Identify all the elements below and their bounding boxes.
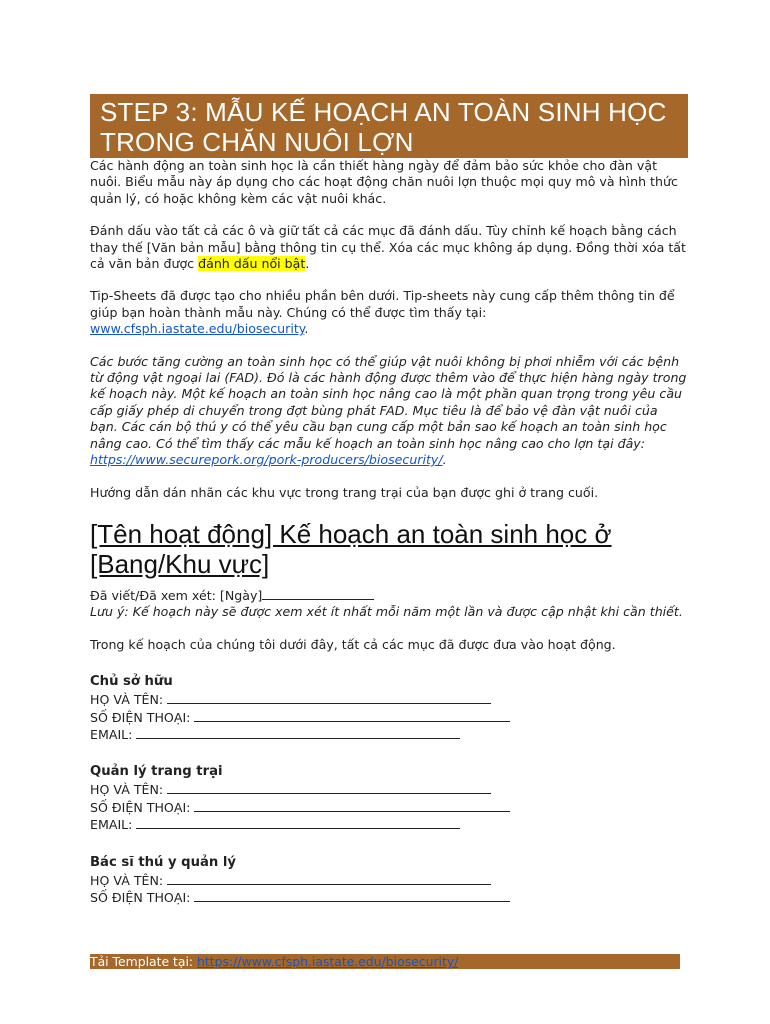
manager-phone-field[interactable] [194,799,510,812]
owner-email-label: EMAIL: [90,726,133,742]
document-page [90,94,688,906]
highlighted-text: đánh dấu nổi bật [198,256,306,272]
vet-phone-line [90,889,688,906]
plan-title: [Tên hoạt động] Kế hoạch an toàn sinh học ở [Bang/Khu vực] [90,518,612,579]
written-reviewed-label: Đã viết/Đã xem xét: [Ngày] [90,587,263,603]
vet-name-label: HỌ VÀ TÊN: [90,872,164,888]
intro-paragraph-3 [90,288,688,337]
manager-heading: Quản lý trang trại [90,764,223,780]
vet-phone-label: SỐ ĐIỆN THOẠI: [90,889,191,905]
intro-paragraph-3-end: . [304,321,309,337]
intro-paragraph-2 [90,223,688,272]
footer-bar [90,954,680,969]
owner-name-field[interactable] [167,691,491,704]
date-blank[interactable] [262,587,374,600]
manager-email-field[interactable] [136,816,460,829]
owner-email-field[interactable] [136,726,460,739]
owner-heading: Chủ sở hữu [90,674,173,690]
review-note: Lưu ý: Kế hoạch này sẽ được xem xét ít nhất mỗi năm một lần và được cập nhật khi cần thiết. [90,604,683,620]
intro-paragraph-1: Các hành động an toàn sinh học là cần thiết hàng ngày để đảm bảo sức khỏe cho đàn vật nuôi. Biểu mẫu này áp dụng cho các hoạt động chăn nuôi lợn thuộc mọi quy mô và hình thức quản lý, có hoặc không kèm các vật nuôi khác. [90,158,678,206]
manager-email-label: EMAIL: [90,817,133,833]
manager-name-field[interactable] [167,781,491,794]
securepork-link[interactable]: https://www.securepork.org/pork-producers/biosecurity/ [90,452,443,468]
intro-paragraph-4-text: Các bước tăng cường an toàn sinh học có thể giúp vật nuôi không bị phơi nhiễm với các bệnh từ động vật ngoại lai (FAD). Đó là các hành động được thêm vào để thực hiện hàng ngày trong kế hoạch này. Một kế hoạch an toàn sinh học nâng cao là một phần quan trọng trong yêu cầu cấp giấy phép di chuyển trong đợt bùng phát FAD. Mục tiêu là để bảo vệ đàn vật nuôi của bạn. Các cán bộ thú y có thể yêu cầu bạn cung cấp một bản sao kế hoạch an toàn sinh học nâng cao. Có thể tìm thấy các mẫu kế hoạch an toàn sinh học nâng cao cho lợn tại đây: [90,353,687,451]
banner-line-2: TRONG CHĂN NUÔI LỢN [100,127,414,157]
owner-name-label: HỌ VÀ TÊN: [90,692,164,708]
manager-name-label: HỌ VÀ TÊN: [90,782,164,798]
intro-paragraph-4 [90,354,688,469]
intro-paragraph-2-text: Đánh dấu vào tất cả các ô và giữ tất cả các mục đã đánh dấu. Tùy chỉnh kế hoạch bằng cách thay thế [Văn bản mẫu] bằng thông tin cụ thể. Xóa các mục không áp dụng. Đồng thời xóa tất cả văn bản được [90,223,686,272]
manager-name-line [90,781,688,798]
intro-paragraph-5: Hướng dẫn dán nhãn các khu vực trong trang trại của bạn được ghi ở trang cuối. [90,484,599,500]
owner-email-line [90,726,688,743]
manager-email-line [90,816,688,833]
written-reviewed-line [90,587,688,604]
owner-phone-label: SỐ ĐIỆN THOẠI: [90,709,191,725]
plan-statement: Trong kế hoạch của chúng tôi dưới đây, tất cả các mục đã được đưa vào hoạt động. [90,636,616,652]
manager-phone-line [90,799,688,816]
vet-heading: Bác sĩ thú y quản lý [90,854,237,870]
intro-paragraph-3-text: Tip-Sheets đã được tạo cho nhiều phần bên dưới. Tip-sheets này cung cấp thêm thông tin để giúp bạn hoàn thành mẫu này. Chúng có thể được tìm thấy tại: [90,288,675,320]
cfsph-biosecurity-link[interactable]: www.cfsph.iastate.edu/biosecurity [90,321,305,337]
owner-phone-line [90,709,688,726]
footer-template-link[interactable]: https://www.cfsph.iastate.edu/biosecurity/ [197,954,459,969]
owner-phone-field[interactable] [194,709,510,722]
vet-phone-field[interactable] [194,889,510,902]
owner-name-line [90,691,688,708]
intro-paragraph-2-end: . [305,256,310,272]
manager-phone-label: SỐ ĐIỆN THOẠI: [90,799,191,815]
banner-line-1: STEP 3: MẪU KẾ HOẠCH AN TOÀN SINH HỌC [100,97,667,127]
intro-paragraph-4-end: . [442,452,447,468]
step-banner [90,94,688,158]
vet-name-line [90,872,688,889]
vet-name-field[interactable] [167,872,491,885]
footer-label: Tải Template tại: [90,954,198,969]
